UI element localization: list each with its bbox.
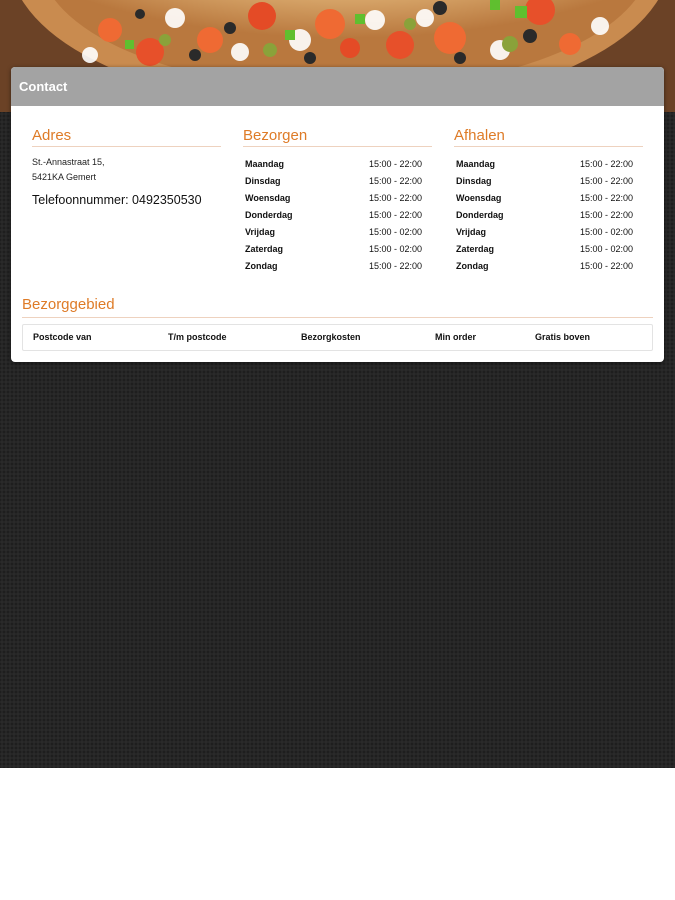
address-text (32, 155, 221, 185)
hours-row (243, 258, 432, 275)
delivery-hours-section (243, 127, 432, 275)
delivery-hours-heading: Bezorgen (243, 127, 432, 147)
day-label: Donderdag (245, 210, 293, 220)
time-range: 15:00 - 22:00 (579, 261, 633, 271)
delivery-area-heading: Bezorggebied (22, 296, 653, 318)
hours-row (454, 190, 643, 207)
delivery-area-table (22, 324, 653, 351)
address-heading: Adres (32, 127, 221, 147)
pickup-hours-section (454, 127, 643, 275)
day-label: Woensdag (456, 193, 502, 203)
time-range: 15:00 - 22:00 (368, 176, 422, 186)
hours-row (454, 173, 643, 190)
day-label: Vrijdag (245, 227, 276, 237)
day-label: Vrijdag (456, 227, 487, 237)
day-label: Maandag (245, 159, 285, 169)
time-range: 15:00 - 22:00 (579, 159, 633, 169)
time-range: 15:00 - 02:00 (368, 227, 422, 237)
time-range: 15:00 - 22:00 (368, 210, 422, 220)
day-label: Maandag (456, 159, 496, 169)
day-label: Zaterdag (245, 244, 284, 254)
column-header-postcode-from: Postcode van (33, 332, 92, 342)
time-range: 15:00 - 02:00 (368, 244, 422, 254)
column-header-min-order: Min order (435, 332, 477, 342)
time-range: 15:00 - 22:00 (368, 261, 422, 271)
time-range: 15:00 - 22:00 (368, 159, 422, 169)
pickup-hours-list (454, 156, 643, 275)
phone-number: Telefoonnummer: 0492350530 (32, 193, 202, 207)
hours-row (454, 207, 643, 224)
time-range: 15:00 - 22:00 (579, 210, 633, 220)
time-range: 15:00 - 22:00 (579, 193, 633, 203)
day-label: Donderdag (456, 210, 504, 220)
time-range: 15:00 - 02:00 (579, 244, 633, 254)
column-header-free-above: Gratis boven (535, 332, 591, 342)
address-section (32, 127, 221, 207)
contact-card (11, 67, 664, 362)
day-label: Zondag (456, 261, 489, 271)
day-label: Woensdag (245, 193, 291, 203)
hours-row (243, 156, 432, 173)
hours-row (454, 156, 643, 173)
column-header-postcode-to: T/m postcode (168, 332, 227, 342)
hours-row (454, 224, 643, 241)
day-label: Dinsdag (245, 176, 281, 186)
address-street: St.-Annastraat 15, (32, 157, 105, 167)
day-label: Zondag (245, 261, 278, 271)
day-label: Zaterdag (456, 244, 495, 254)
pickup-hours-heading: Afhalen (454, 127, 643, 147)
hours-row (454, 258, 643, 275)
hours-row (243, 173, 432, 190)
time-range: 15:00 - 22:00 (368, 193, 422, 203)
delivery-hours-list (243, 156, 432, 275)
time-range: 15:00 - 02:00 (579, 227, 633, 237)
hours-row (243, 224, 432, 241)
hours-row (454, 241, 643, 258)
hours-row (243, 207, 432, 224)
day-label: Dinsdag (456, 176, 492, 186)
time-range: 15:00 - 22:00 (579, 176, 633, 186)
hours-row (243, 241, 432, 258)
hours-row (243, 190, 432, 207)
address-postcode-city: 5421KA Gemert (32, 172, 97, 182)
column-header-delivery-cost: Bezorgkosten (301, 332, 361, 342)
card-title: Contact (11, 67, 664, 106)
